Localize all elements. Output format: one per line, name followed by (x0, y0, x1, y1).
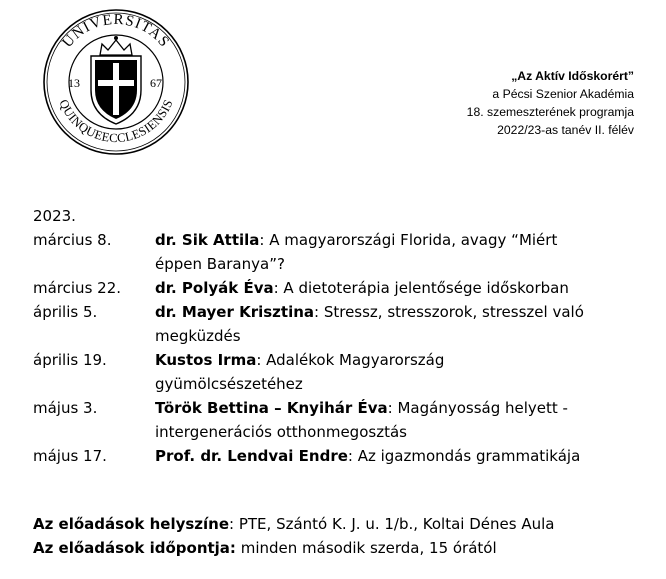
lecture-topic: : Adalékok Magyarország gyümölcsészetéhez (155, 351, 445, 393)
program-footer (33, 512, 554, 560)
schedule-row (33, 300, 633, 348)
footer-location (33, 512, 554, 536)
schedule-row (33, 276, 633, 300)
location-label: Az előadások helyszíne (33, 515, 230, 533)
program-header (467, 67, 634, 139)
lecture-speaker: dr. Sik Attila (155, 231, 260, 249)
lecture-date: április 5. (33, 303, 98, 321)
lecture-speaker: dr. Polyák Éva (155, 279, 274, 297)
lecture-topic: : A dietoterápia jelentősége időskorban (273, 279, 569, 297)
header-line-3: 18. szemeszterének programja (466, 105, 634, 119)
lecture-date: május 3. (33, 399, 98, 417)
lecture-topic: : A magyarországi Florida, avagy “Miért éppen Baranya”? (155, 231, 558, 273)
header-line-1: „Az Aktív Időskorért” (511, 69, 634, 83)
time-value: minden második szerda, 15 órától (235, 539, 497, 557)
lecture-topic: : Magányosság helyett - intergenerációs otthonmegosztás (155, 399, 568, 441)
seal-number-right: 67 (150, 76, 162, 90)
schedule-row (33, 444, 633, 468)
lecture-schedule (33, 228, 633, 468)
schedule-row (33, 396, 633, 444)
header-line-4: 2022/23-as tanév II. félév (497, 123, 634, 137)
header-line-2: a Pécsi Szenior Akadémia (492, 87, 634, 101)
schedule-row (33, 348, 633, 396)
lecture-date: március 22. (33, 279, 122, 297)
lecture-date: május 17. (33, 447, 107, 465)
program-year: 2023. (33, 207, 76, 225)
lecture-date: április 19. (33, 351, 107, 369)
lecture-topic: : Stressz, stresszorok, stresszel való megküzdés (155, 303, 584, 345)
schedule-row (33, 228, 633, 276)
footer-time (33, 536, 554, 560)
location-value: : PTE, Szántó K. J. u. 1/b., Koltai Dénes Aula (229, 515, 555, 533)
lecture-speaker: Prof. dr. Lendvai Endre (155, 447, 348, 465)
seal-top-text: UNIVERSITAS (59, 11, 173, 51)
seal-number-left: 13 (68, 76, 80, 90)
lecture-speaker: Török Bettina – Knyihár Éva (155, 399, 388, 417)
lecture-speaker: Kustos Irma (155, 351, 257, 369)
lecture-speaker: dr. Mayer Krisztina (155, 303, 315, 321)
lecture-topic: : Az igazmondás grammatikája (347, 447, 581, 465)
university-seal-logo (42, 8, 190, 156)
svg-text:UNIVERSITAS (59, 12, 172, 51)
time-label: Az előadások időpontja: (33, 539, 236, 557)
lecture-date: március 8. (33, 231, 112, 249)
seal-bottom-text: QUINQUEECCLESIENSIS (56, 97, 176, 146)
